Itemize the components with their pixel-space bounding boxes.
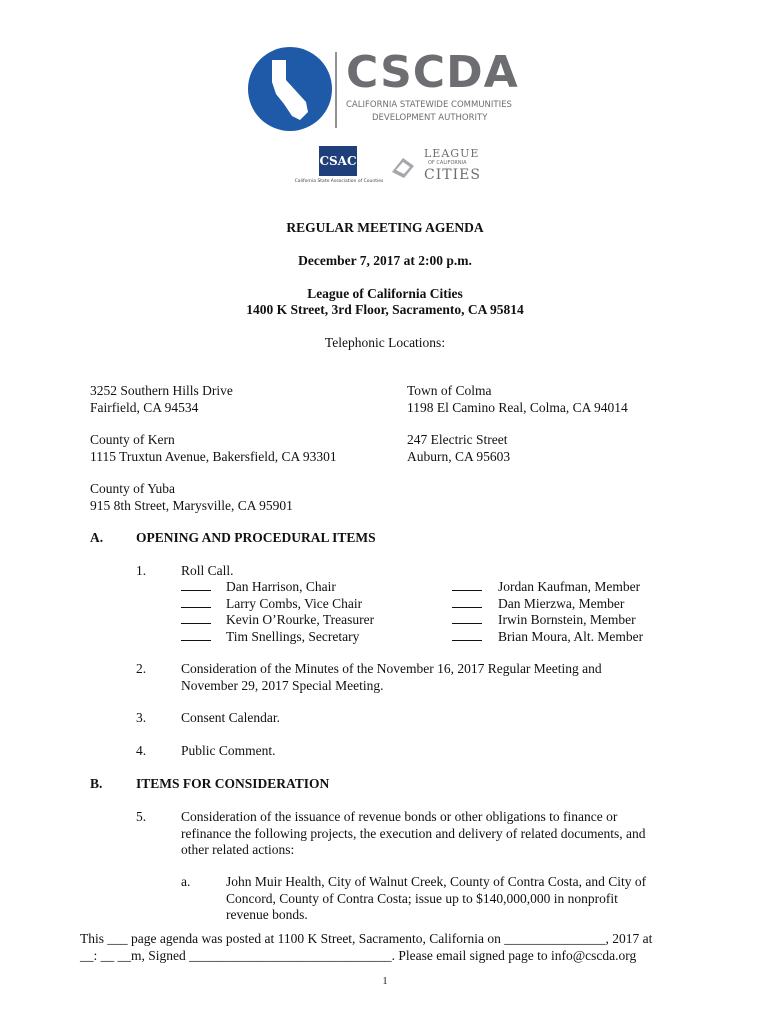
meeting-date: December 7, 2017 at 2:00 p.m. [298, 253, 472, 268]
item-2-text [181, 661, 602, 694]
location-kern [90, 432, 337, 465]
attendance-blank[interactable] [181, 579, 211, 591]
location-line: County of Yuba [90, 481, 175, 496]
cscda-logo [246, 46, 536, 136]
location-line: 247 Electric Street [407, 432, 508, 447]
venue-name: League of California Cities [307, 286, 463, 301]
item-line: Concord, County of Contra Costa; issue up to $140,000,000 in nonprofit [226, 890, 618, 906]
item-3-number: 3. [136, 710, 147, 725]
cscda-wordmark: CSCDA [346, 47, 519, 98]
member-name: Jordan Kaufman, Member [498, 579, 641, 594]
location-yuba [90, 481, 293, 514]
cscda-tagline-1: CALIFORNIA STATEWIDE COMMUNITIES [346, 100, 512, 110]
cscda-tagline-2: DEVELOPMENT AUTHORITY [372, 113, 488, 123]
item-3-text: Consent Calendar. [181, 710, 280, 725]
item-5a-text [226, 874, 646, 924]
item-line: refinance the following projects, the execution and delivery of related documents, and [181, 825, 646, 841]
telephonic-heading: Telephonic Locations: [324, 335, 446, 350]
attendance-blank[interactable] [181, 596, 211, 608]
member-name: Tim Snellings, Secretary [226, 628, 360, 644]
attendance-blank[interactable] [181, 629, 211, 641]
roll-call-row [452, 629, 643, 646]
location-line: Town of Colma [407, 383, 492, 398]
item-line: November 29, 2017 Special Meeting. [181, 677, 384, 693]
location-line: Auburn, CA 95603 [407, 448, 511, 464]
member-name: Brian Moura, Alt. Member [498, 628, 644, 644]
member-name: Larry Combs, Vice Chair [226, 595, 363, 611]
location-auburn [407, 432, 510, 465]
item-line: other related actions: [181, 842, 295, 857]
posting-notice-line-1: This ___ page agenda was posted at 1100 K Street, Sacramento, California on _______________, 2017 at [80, 931, 653, 946]
location-line: Fairfield, CA 94534 [90, 399, 199, 415]
roll-call-row [181, 612, 374, 629]
section-a-letter: A. [90, 530, 104, 545]
item-line: Consideration of the issuance of revenue bonds or other obligations to finance or [181, 809, 618, 824]
item-5-number: 5. [136, 809, 147, 824]
roll-call-row [181, 596, 374, 613]
item-4-number: 4. [136, 743, 147, 758]
section-b-title: ITEMS FOR CONSIDERATION [136, 776, 330, 791]
section-b-letter: B. [90, 776, 103, 791]
member-name: Dan Mierzwa, Member [498, 595, 625, 611]
item-line: revenue bonds. [226, 907, 308, 922]
roll-call-row [452, 579, 643, 596]
section-a-title: OPENING AND PROCEDURAL ITEMS [136, 530, 376, 545]
item-5-text [181, 809, 645, 859]
csac-caption: California State Association of Counties [294, 179, 384, 184]
member-name: Dan Harrison, Chair [226, 579, 336, 594]
posting-notice-line-2: __: __ __m, Signed ______________________________. Please email signed page to info@cscda.org [80, 948, 637, 963]
location-colma [407, 383, 628, 416]
attendance-blank[interactable] [452, 629, 482, 641]
csac-mark: CSAC [319, 146, 357, 176]
item-4-text: Public Comment. [181, 743, 276, 758]
item-5a-letter: a. [181, 874, 191, 889]
location-line: 1115 Truxtun Avenue, Bakersfield, CA 93301 [90, 448, 337, 464]
attendance-blank[interactable] [452, 579, 482, 591]
roll-call-right-column [452, 579, 643, 645]
location-line: County of Kern [90, 432, 175, 447]
location-line: 3252 Southern Hills Drive [90, 383, 233, 398]
league-logo [390, 146, 486, 190]
roll-call-row [181, 629, 374, 646]
venue-address: 1400 K Street, 3rd Floor, Sacramento, CA 95814 [246, 302, 524, 317]
agenda-title: REGULAR MEETING AGENDA [286, 220, 484, 235]
page-number: 1 [382, 976, 388, 987]
attendance-blank[interactable] [452, 596, 482, 608]
attendance-blank[interactable] [181, 612, 211, 624]
roll-call-label: Roll Call. [181, 563, 234, 578]
location-line: 915 8th Street, Marysville, CA 95901 [90, 497, 293, 513]
attendance-blank[interactable] [452, 612, 482, 624]
roll-call-row [181, 579, 374, 596]
member-name: Kevin O’Rourke, Treasurer [226, 612, 375, 627]
item-2-number: 2. [136, 661, 147, 676]
csac-logo [293, 146, 385, 190]
roll-call-left-column [181, 579, 374, 645]
member-name: Irwin Bornstein, Member [498, 612, 636, 627]
league-line2: OF CALIFORNIA [428, 160, 467, 166]
item-1-number: 1. [136, 563, 147, 578]
roll-call-row [452, 596, 643, 613]
location-line: 1198 El Camino Real, Colma, CA 94014 [407, 399, 628, 415]
item-line: John Muir Health, City of Walnut Creek, County of Contra Costa, and City of [226, 874, 647, 889]
league-line3: CITIES [424, 167, 481, 183]
location-fairfield [90, 383, 233, 416]
item-line: Consideration of the Minutes of the November 16, 2017 Regular Meeting and [181, 661, 602, 676]
roll-call-row [452, 612, 643, 629]
league-line1: LEAGUE [424, 147, 480, 160]
league-emblem-icon [390, 152, 416, 182]
